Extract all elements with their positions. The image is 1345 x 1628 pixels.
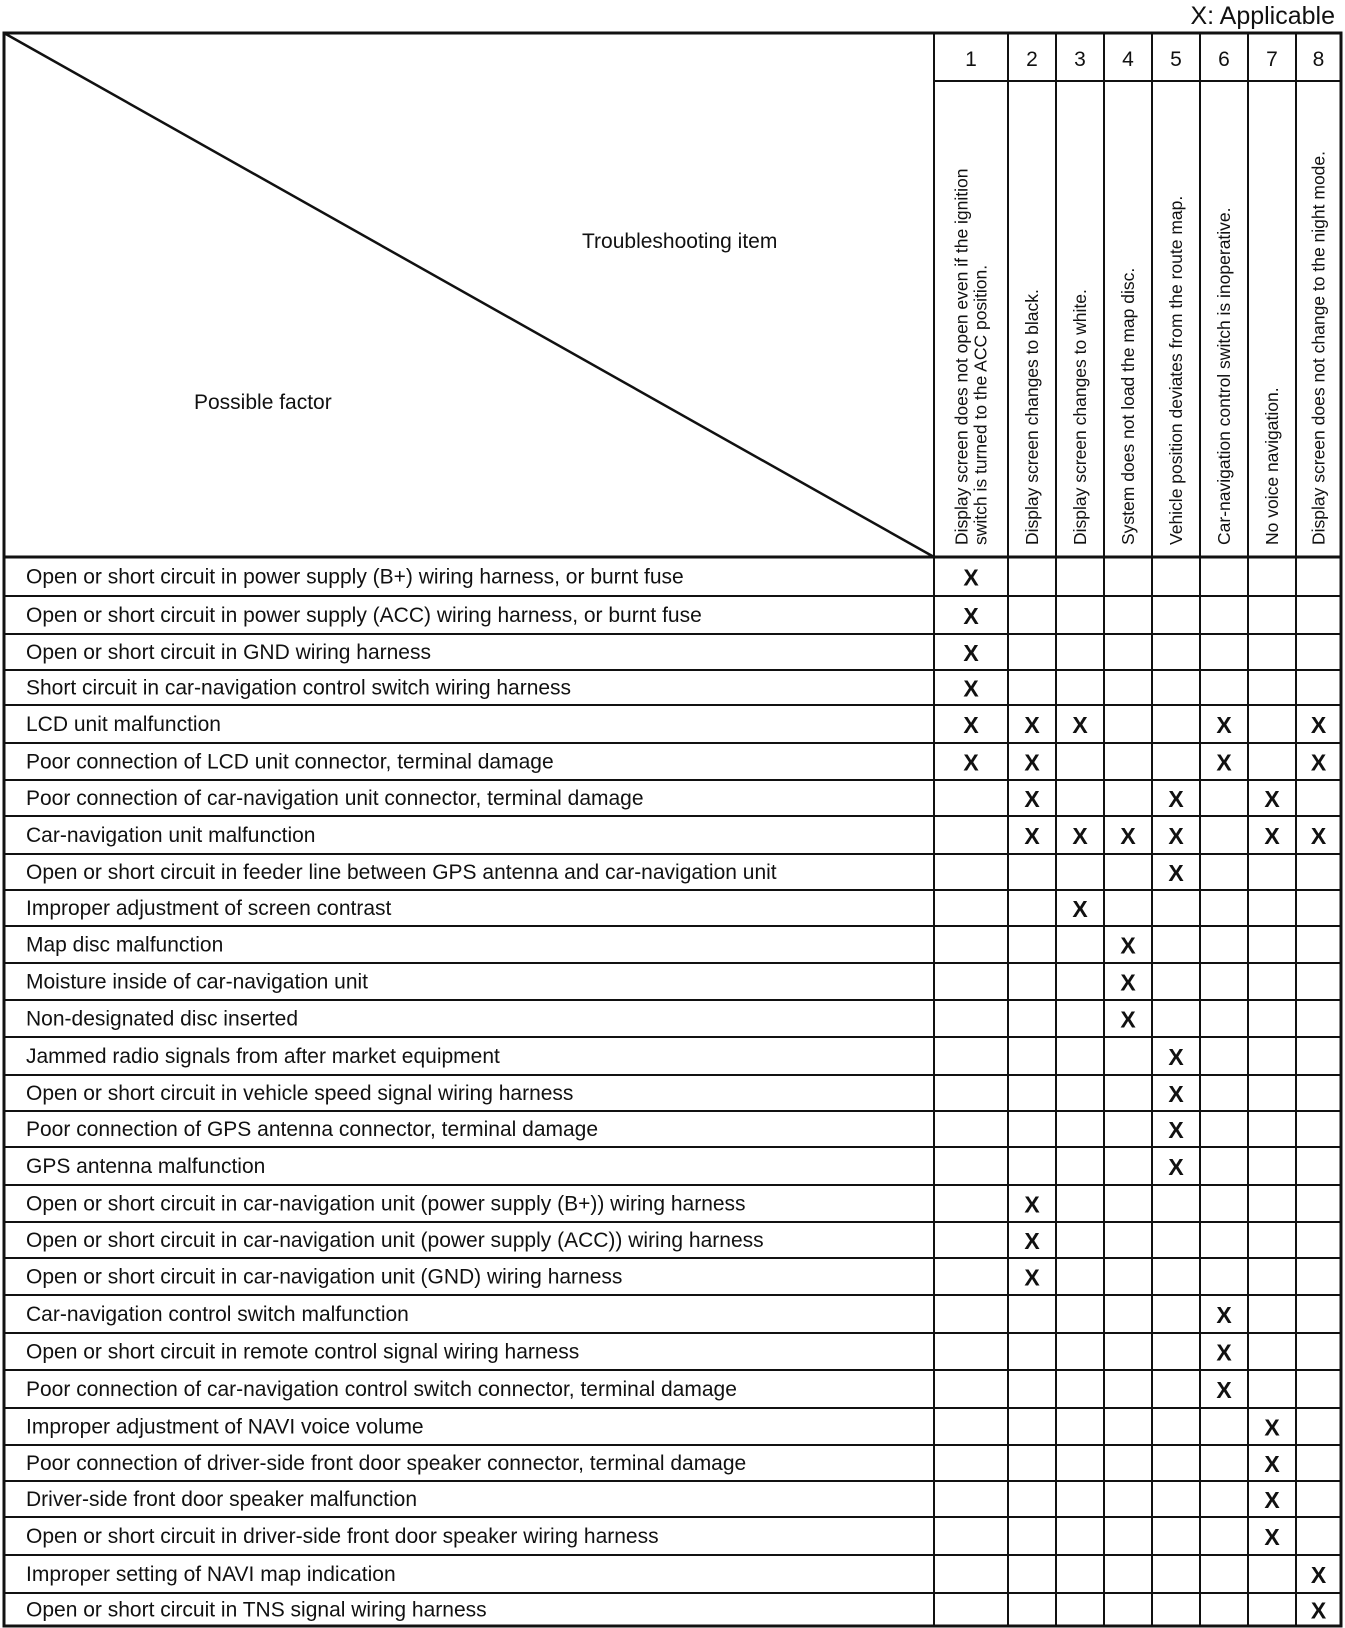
factor-label: Open or short circuit in remote control signal wiring harness <box>26 1340 580 1364</box>
factor-label: Open or short circuit in car-navigation unit (power supply (ACC)) wiring harness <box>26 1229 764 1252</box>
corner-bottom-label: Possible factor <box>194 391 332 414</box>
factor-label: Open or short circuit in feeder line between GPS antenna and car-navigation unit <box>26 861 777 884</box>
column-number: 4 <box>1122 48 1134 71</box>
column-description: Display screen does not change to the night mode. <box>1308 151 1329 545</box>
applicable-mark: X <box>1120 932 1136 959</box>
legend: X: Applicable <box>1190 2 1335 30</box>
applicable-mark: X <box>1168 786 1184 812</box>
factor-label: Non-designated disc inserted <box>26 1007 298 1031</box>
factor-label: Improper adjustment of screen contrast <box>26 897 392 920</box>
applicable-mark: X <box>1168 1044 1184 1070</box>
applicable-mark: X <box>963 564 979 591</box>
applicable-mark: X <box>1264 786 1280 812</box>
applicable-mark: X <box>1264 1524 1280 1550</box>
applicable-mark: X <box>1310 749 1327 776</box>
applicable-mark: X <box>1024 749 1040 776</box>
factor-label: Poor connection of car-navigation control switch connector, terminal damage <box>26 1378 737 1401</box>
applicable-mark: X <box>1216 1302 1232 1328</box>
column-number: 7 <box>1266 48 1278 71</box>
column-description: Display screen changes to white. <box>1070 289 1090 545</box>
factor-label: LCD unit malfunction <box>26 713 221 736</box>
column-description: Display screen changes to black. <box>1022 289 1042 545</box>
factor-label: Improper setting of NAVI map indication <box>26 1563 396 1586</box>
column-number: 6 <box>1218 48 1230 71</box>
applicable-mark: X <box>1264 1414 1280 1441</box>
factor-label: Open or short circuit in car-navigation unit (power supply (B+)) wiring harness <box>26 1192 746 1216</box>
applicable-mark: X <box>1310 1597 1327 1624</box>
factor-label: Short circuit in car-navigation control switch wiring harness <box>26 676 572 700</box>
factor-label: Car-navigation control switch malfunction <box>26 1303 409 1326</box>
applicable-mark: X <box>1120 1006 1136 1033</box>
column-description: switch is turned to the ACC position. <box>970 264 991 545</box>
applicable-mark: X <box>1072 712 1088 738</box>
factor-label: Poor connection of driver-side front door speaker connector, terminal damage <box>26 1452 747 1475</box>
factor-label: Poor connection of GPS antenna connector, terminal damage <box>26 1118 599 1141</box>
applicable-mark: X <box>963 749 979 776</box>
factor-label: Open or short circuit in driver-side front door speaker wiring harness <box>26 1525 659 1548</box>
applicable-mark: X <box>1168 1081 1184 1107</box>
applicable-mark: X <box>1216 1339 1232 1366</box>
factor-label: Open or short circuit in car-navigation unit (GND) wiring harness <box>26 1265 623 1289</box>
applicable-mark: X <box>1310 1562 1327 1588</box>
applicable-mark: X <box>963 712 979 738</box>
applicable-mark: X <box>1216 1377 1232 1403</box>
applicable-mark: X <box>963 675 979 702</box>
column-number: 2 <box>1026 48 1038 71</box>
column-description: Display screen does not open even if the ignition <box>951 168 972 545</box>
factor-label: Open or short circuit in power supply (ACC) wiring harness, or burnt fuse <box>26 604 702 627</box>
factor-label: Open or short circuit in vehicle speed signal wiring harness <box>26 1082 574 1105</box>
column-description: No voice navigation. <box>1262 387 1282 545</box>
factor-label: GPS antenna malfunction <box>26 1155 266 1178</box>
applicable-mark: X <box>1024 823 1040 849</box>
column-description: Car-navigation control switch is inoperative. <box>1214 207 1234 545</box>
applicable-mark: X <box>1024 1191 1040 1218</box>
factor-label: Driver-side front door speaker malfunction <box>26 1488 418 1511</box>
factor-label: Open or short circuit in TNS signal wiring harness <box>26 1598 487 1622</box>
factor-label: Jammed radio signals from after market equipment <box>26 1045 500 1068</box>
applicable-mark: X <box>1120 969 1136 996</box>
factor-label: Poor connection of car-navigation unit connector, terminal damage <box>26 787 644 810</box>
applicable-mark: X <box>1024 712 1040 738</box>
column-number: 8 <box>1312 48 1325 71</box>
factor-label: Open or short circuit in GND wiring harness <box>26 641 431 664</box>
applicable-mark: X <box>1072 823 1088 849</box>
factor-label: Car-navigation unit malfunction <box>26 824 316 847</box>
factor-label: Improper adjustment of NAVI voice volume <box>26 1415 424 1439</box>
applicable-mark: X <box>963 603 979 629</box>
applicable-mark: X <box>1264 1451 1280 1477</box>
applicable-mark: X <box>1024 786 1040 812</box>
column-number: 3 <box>1074 48 1086 71</box>
applicable-mark: X <box>1264 823 1280 849</box>
factor-label: Poor connection of LCD unit connector, terminal damage <box>26 750 554 774</box>
applicable-mark: X <box>1024 1228 1040 1254</box>
factor-label: Moisture inside of car-navigation unit <box>26 970 369 994</box>
column-number: 5 <box>1170 48 1182 71</box>
applicable-mark: X <box>1072 896 1088 922</box>
column-description: System does not load the map disc. <box>1118 267 1138 545</box>
factor-label: Open or short circuit in power supply (B+) wiring harness, or burnt fuse <box>26 565 684 589</box>
applicable-mark: X <box>1216 712 1232 738</box>
applicable-mark: X <box>1168 860 1184 886</box>
corner-diagonal <box>4 33 934 557</box>
applicable-mark: X <box>1310 823 1327 849</box>
factor-label: Map disc malfunction <box>26 933 224 957</box>
applicable-mark: X <box>963 640 979 666</box>
applicable-mark: X <box>1120 823 1136 849</box>
applicable-mark: X <box>1216 749 1232 776</box>
applicable-mark: X <box>1024 1264 1040 1291</box>
applicable-mark: X <box>1168 823 1184 849</box>
column-description: Vehicle position deviates from the route map. <box>1166 195 1186 545</box>
column-number: 1 <box>965 48 977 71</box>
applicable-mark: X <box>1264 1487 1280 1513</box>
applicable-mark: X <box>1168 1117 1184 1143</box>
applicable-mark: X <box>1168 1154 1184 1180</box>
corner-top-label: Troubleshooting item <box>582 230 778 253</box>
applicable-mark: X <box>1310 712 1327 738</box>
